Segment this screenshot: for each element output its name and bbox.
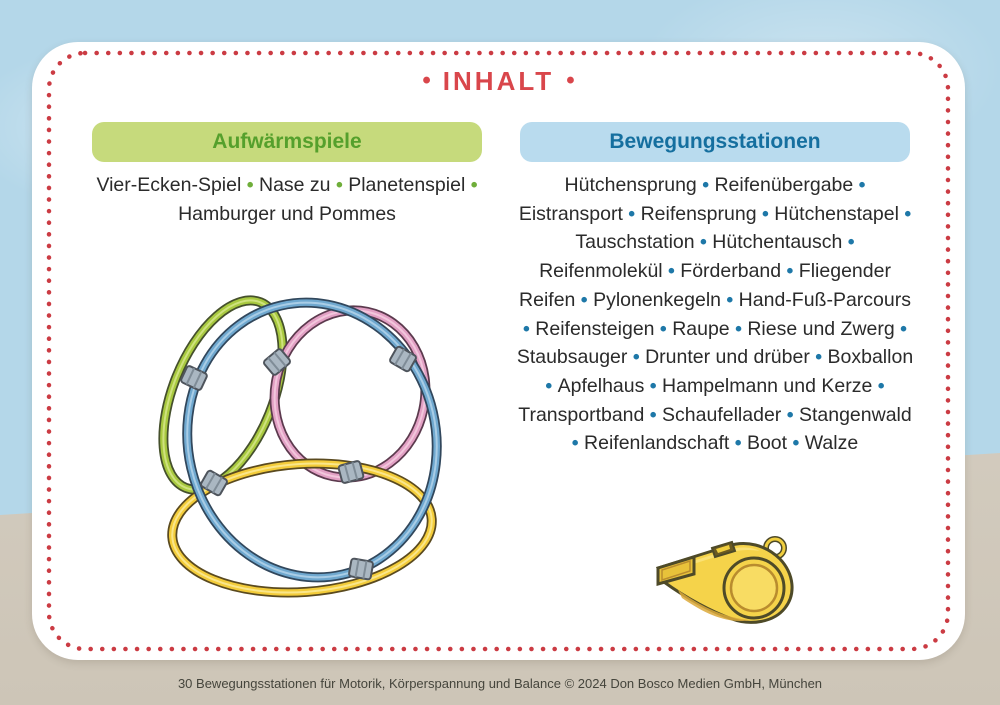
list-item: Drunter und drüber bbox=[645, 346, 810, 369]
warmup-section-header bbox=[92, 122, 482, 162]
copyright-footer: 30 Bewegungsstationen für Motorik, Körperspannung und Balance © 2024 Don Bosco Medien GmbH, München bbox=[177, 676, 823, 691]
list-item: Förderband bbox=[680, 260, 782, 283]
list-item: Reifensprung bbox=[640, 202, 757, 225]
list-item: Hütchensprung bbox=[564, 174, 697, 196]
list-item: Reifenmolekül bbox=[539, 260, 663, 283]
list-item: Hampelmann und Kerze bbox=[662, 374, 873, 397]
list-bullet: • bbox=[898, 202, 912, 225]
list-item: Walze bbox=[804, 432, 859, 455]
list-bullet: • bbox=[894, 317, 907, 340]
list-item: Planetenspiel bbox=[348, 174, 466, 196]
list-bullet: • bbox=[729, 317, 748, 340]
stations-section-header bbox=[520, 122, 910, 162]
stations-header-label: Bewegungsstationen bbox=[609, 130, 821, 153]
list-item: Apfelhaus bbox=[557, 374, 645, 397]
list-item: Pylonenkegeln bbox=[593, 288, 721, 311]
warmup-games-list bbox=[80, 171, 494, 228]
list-bullet: • bbox=[781, 260, 799, 283]
list-item: Vier-Ecken-Spiel bbox=[96, 174, 242, 196]
page-title bbox=[32, 66, 965, 97]
list-bullet: • bbox=[545, 374, 558, 397]
list-item: Hand-Fuß-Parcours bbox=[738, 288, 911, 311]
page-title-text: INHALT bbox=[442, 66, 555, 96]
list-bullet: • bbox=[465, 174, 478, 196]
list-item: Hütchentausch bbox=[712, 231, 843, 254]
content-card bbox=[32, 42, 965, 660]
list-item: Boxballon bbox=[827, 346, 914, 369]
green-hoop bbox=[139, 284, 307, 507]
hula-hoops-illustration bbox=[130, 283, 480, 623]
list-bullet: • bbox=[756, 202, 775, 225]
list-bullet: • bbox=[809, 346, 828, 369]
list-item: Reifenlandschaft bbox=[584, 432, 730, 455]
list-item: Reifenübergabe bbox=[714, 174, 854, 196]
list-bullet: • bbox=[622, 202, 641, 225]
list-item: Nase zu bbox=[258, 174, 331, 196]
list-bullet: • bbox=[842, 231, 855, 254]
list-item: Raupe bbox=[672, 317, 730, 340]
list-item: Reifensteigen bbox=[535, 317, 655, 340]
list-bullet: • bbox=[571, 432, 585, 455]
list-item: Boot bbox=[746, 432, 788, 455]
list-item: Staubsauger bbox=[516, 346, 628, 369]
list-item: Transportband bbox=[518, 403, 645, 426]
list-item: Hütchenstapel bbox=[774, 202, 899, 225]
list-item: Eistransport bbox=[518, 202, 623, 225]
list-bullet: • bbox=[644, 374, 663, 397]
list-bullet: • bbox=[575, 288, 594, 311]
list-bullet: • bbox=[781, 403, 799, 426]
list-bullet: • bbox=[696, 174, 715, 196]
whistle-illustration bbox=[648, 528, 808, 632]
list-bullet: • bbox=[694, 231, 713, 254]
list-item: Schaufellader bbox=[662, 403, 782, 426]
list-bullet: • bbox=[654, 317, 673, 340]
list-bullet: • bbox=[330, 174, 349, 196]
list-bullet: • bbox=[787, 432, 805, 455]
list-bullet: • bbox=[853, 174, 866, 196]
title-right-dot: • bbox=[566, 67, 575, 94]
list-bullet: • bbox=[627, 346, 646, 369]
list-item: Fliegender Reifen bbox=[519, 260, 891, 311]
warmup-header-label: Aufwärmspiele bbox=[212, 130, 362, 153]
list-item: Riese und Zwerg bbox=[747, 317, 895, 340]
list-item: Stangenwald bbox=[798, 403, 912, 426]
list-bullet: • bbox=[729, 432, 747, 455]
list-bullet: • bbox=[241, 174, 259, 196]
list-bullet: • bbox=[872, 374, 885, 397]
list-bullet: • bbox=[662, 260, 681, 283]
list-item: Hamburger und Pommes bbox=[178, 202, 396, 225]
movement-stations-list bbox=[515, 171, 915, 458]
list-item: Tauschstation bbox=[575, 231, 695, 254]
list-bullet: • bbox=[523, 317, 536, 340]
list-bullet: • bbox=[721, 288, 739, 311]
list-bullet: • bbox=[644, 403, 663, 426]
title-left-dot: • bbox=[422, 67, 431, 94]
